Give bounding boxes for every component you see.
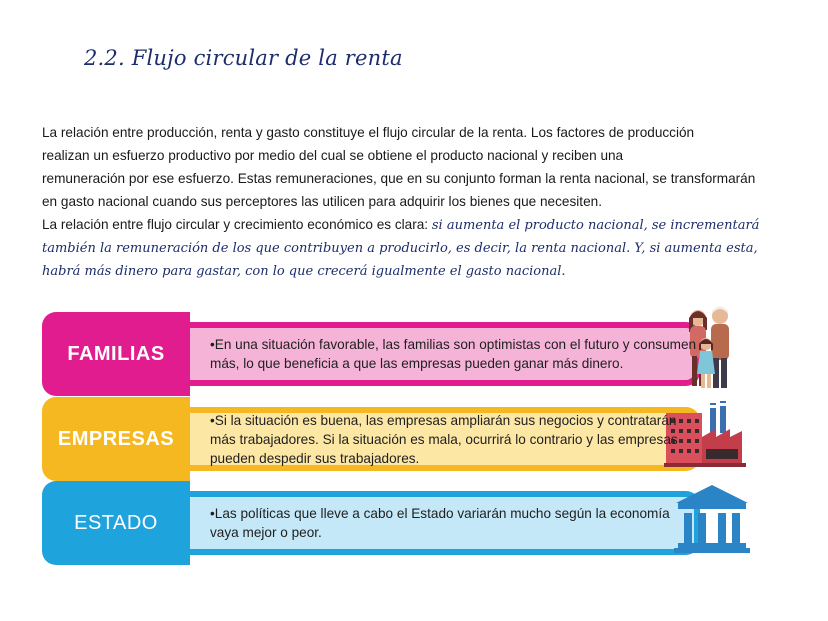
label-text: ESTADO bbox=[74, 511, 158, 534]
section-heading: 2.2. Flujo circular de la renta bbox=[84, 46, 403, 70]
description-text: •En una situación favorable, las familias son optimistas con el futuro y consumen más, lo que beneficia a que las empresas pueden ganar más dinero. bbox=[210, 337, 697, 371]
description-text: •Si la situación es buena, las empresas ampliarán sus negocios y contratarán más trabajadores. Si la situación es mala, ocurrirá lo contrario y las empresas pueden despedir sus trabajadores. bbox=[210, 412, 678, 466]
label-estado bbox=[42, 481, 190, 565]
row-estado bbox=[42, 481, 762, 565]
row-familias bbox=[42, 312, 762, 396]
label-text: EMPRESAS bbox=[57, 427, 175, 450]
handwritten-note: también la remuneración de los que contribuyen a producirlo, es decir, la renta nacional. Y, si aumenta esta, bbox=[42, 241, 758, 256]
label-familias bbox=[42, 312, 190, 396]
paragraph-line: realizan un esfuerzo productivo por medio del cual se obtiene el producto nacional y reciben una bbox=[42, 148, 624, 163]
paragraph-line: remuneración por ese esfuerzo. Estas remuneraciones, que en su conjunto forman la renta nacional, se transformarán bbox=[42, 171, 756, 186]
paragraph-plain-text: La relación entre flujo circular y crecimiento económico es clara: bbox=[42, 217, 432, 232]
label-text: FAMILIAS bbox=[67, 342, 165, 365]
paragraph-line: en gasto nacional cuando sus perceptores las utilicen para adquirir los bienes que necesiten. bbox=[42, 194, 602, 209]
paragraph-line bbox=[42, 213, 822, 237]
description-familias bbox=[190, 322, 700, 386]
row-empresas bbox=[42, 397, 762, 481]
label-empresas bbox=[42, 397, 190, 481]
paragraph-line: La relación entre producción, renta y gasto constituye el flujo circular de la renta. Los factores de producción bbox=[42, 125, 695, 140]
description-text: •Las políticas que lleve a cabo el Estado variarán mucho según la economía vaya mejor o peor. bbox=[210, 506, 670, 540]
handwritten-note: habrá más dinero para gastar, con lo que crecerá igualmente el gasto nacional. bbox=[42, 264, 566, 279]
description-empresas bbox=[190, 407, 700, 471]
handwritten-note: si aumenta el producto nacional, se incrementará bbox=[431, 218, 760, 233]
body-paragraph bbox=[42, 121, 822, 283]
description-estado bbox=[190, 491, 700, 555]
